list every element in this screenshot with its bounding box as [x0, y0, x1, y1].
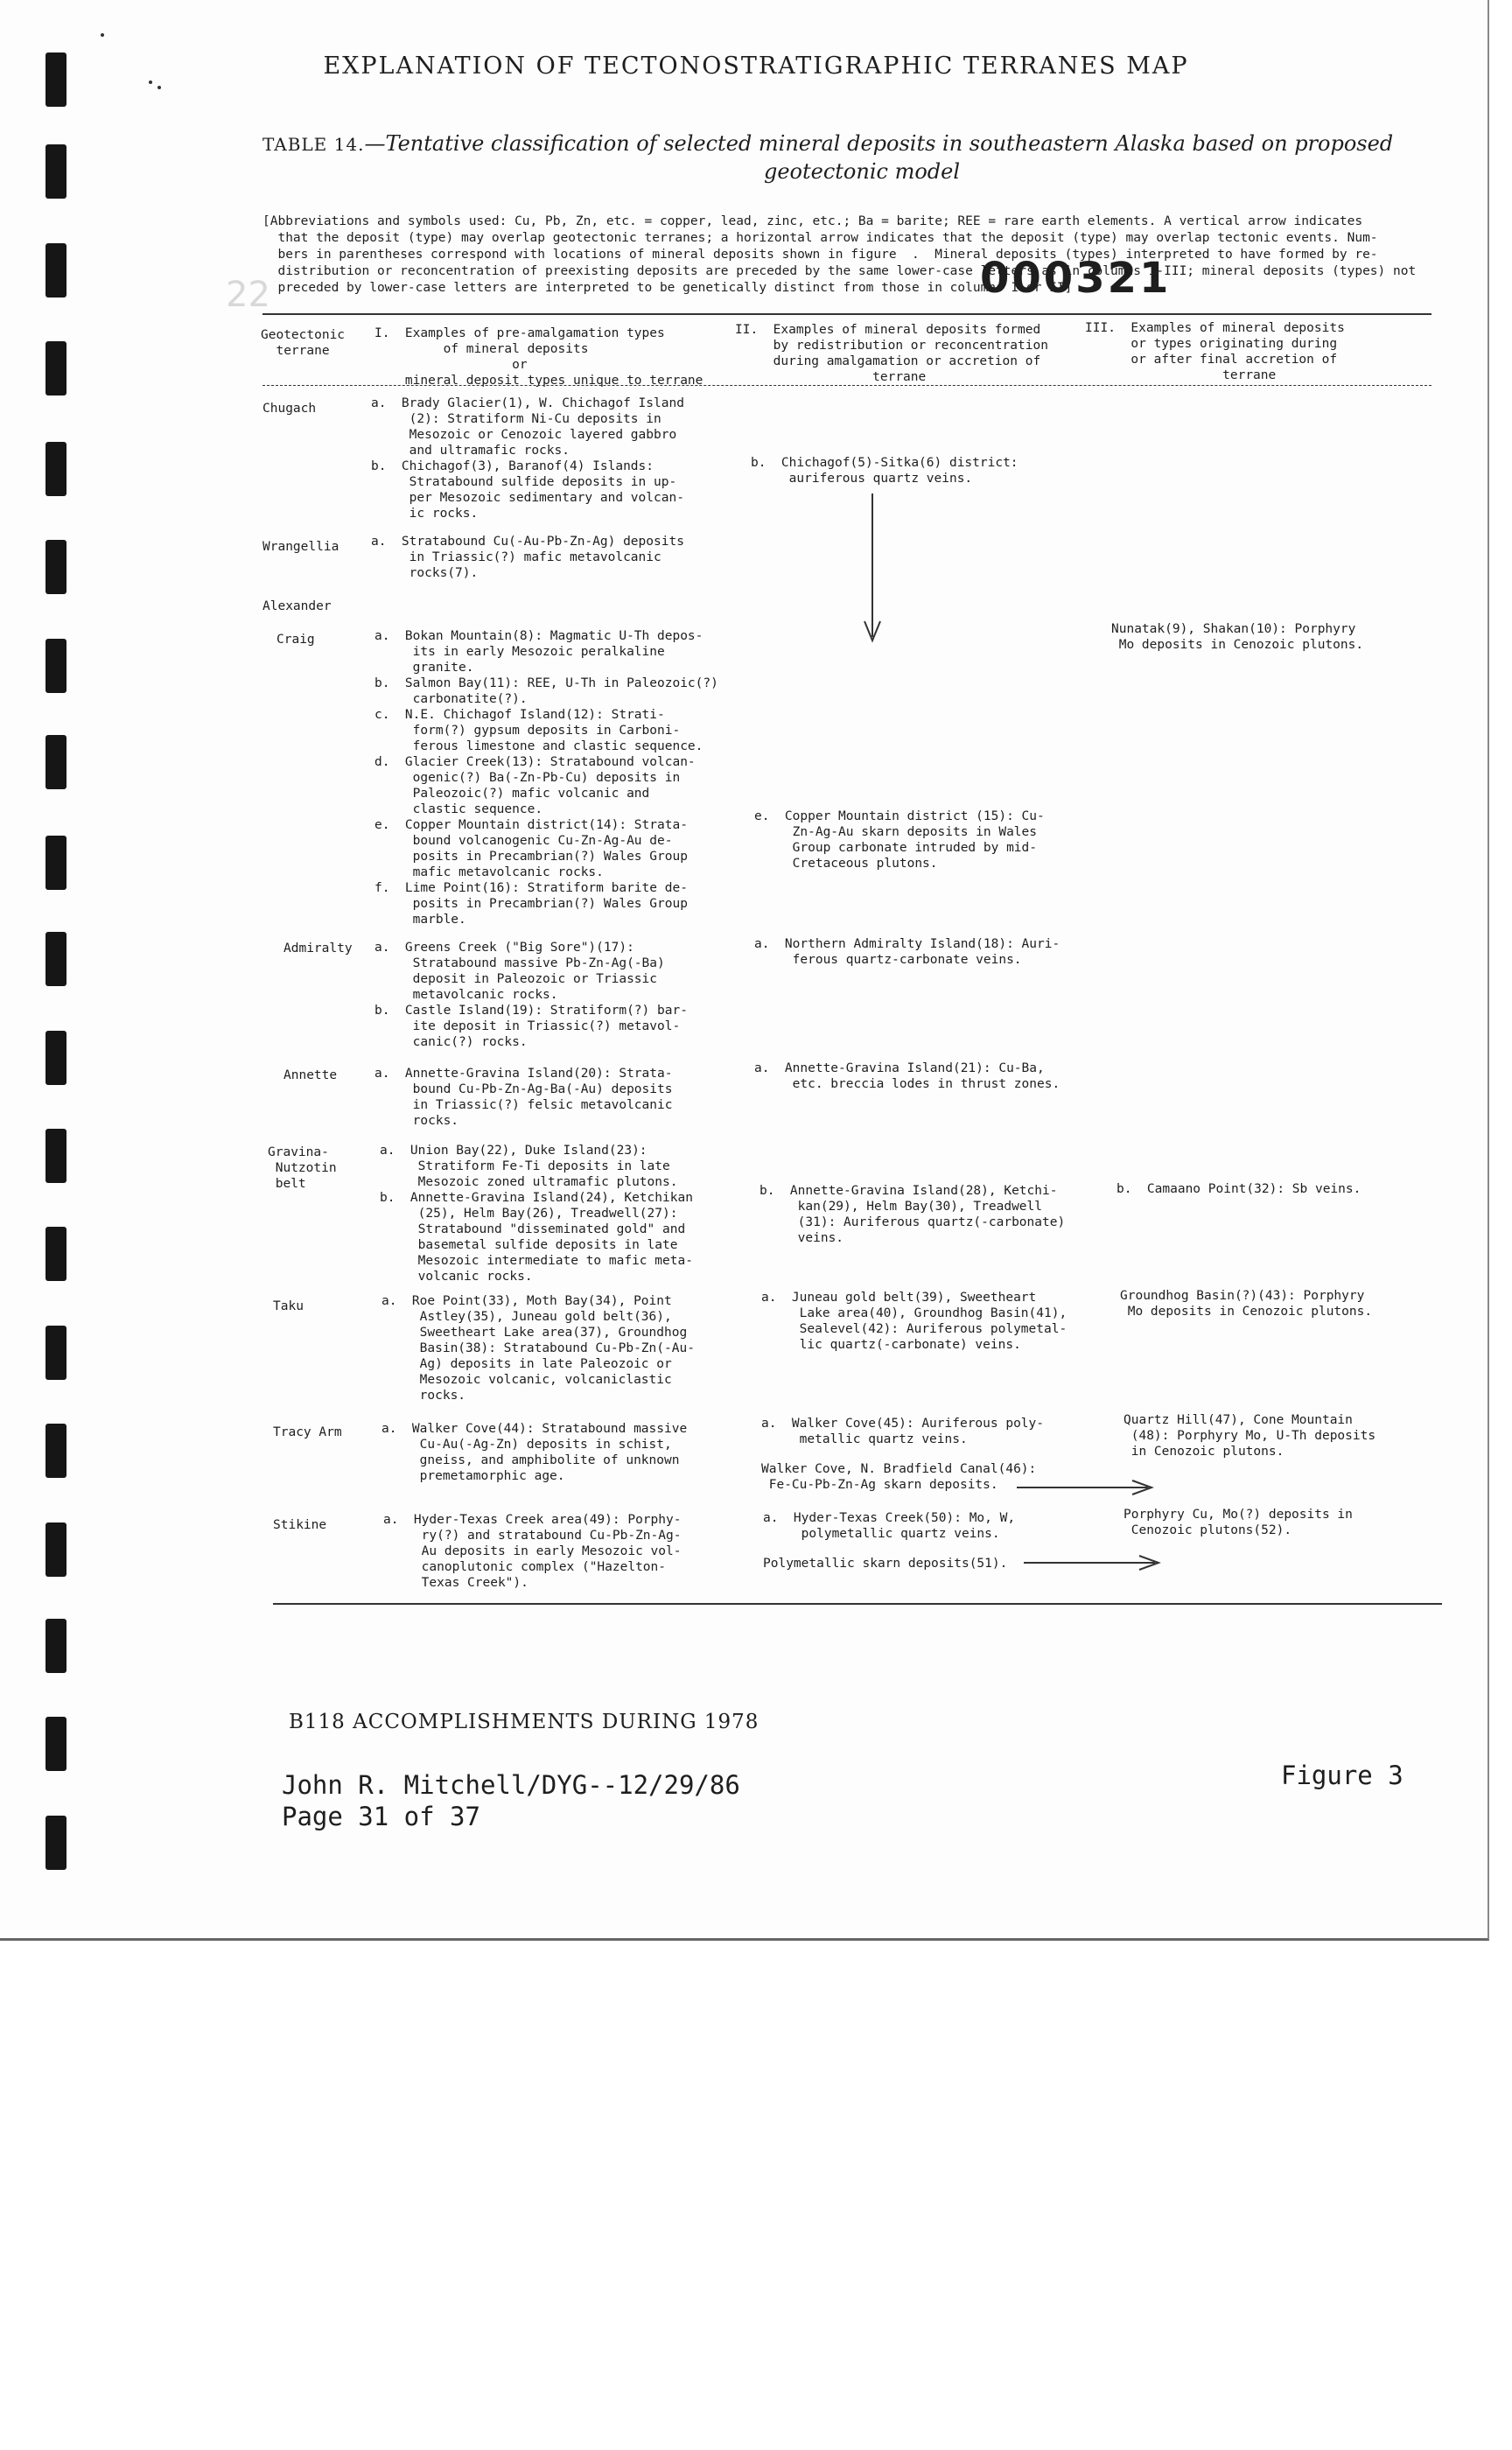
- author-text: John R. Mitchell/DYG--12/29/86: [282, 1770, 740, 1800]
- header-terrane: Geotectonic terrane: [261, 328, 346, 358]
- taku-col2: a. Juneau gold belt(39), Sweetheart Lake area(40), Groundhog Basin(41), Sealevel(42): Auriferous polymetal- lic quartz(-carbonate) veins.: [761, 1291, 1068, 1352]
- chugach-col2: b. Chichagof(5)-Sitka(6) district: auriferous quartz veins.: [751, 456, 1018, 486]
- horizontal-arrow-tracy: [1015, 1477, 1155, 1498]
- admiralty-col2: a. Northern Admiralty Island(18): Auri- ferous quartz-carbonate veins.: [754, 937, 1060, 967]
- gravina-col3: b. Camaano Point(32): Sb veins.: [1116, 1182, 1362, 1196]
- header-col1: I. Examples of pre-amalgamation types of mineral deposits or mineral deposit types unique to terrane: [374, 326, 704, 388]
- header-col2: II. Examples of mineral deposits formed by redistribution or reconcentration during amalgamation or accretion of terrane: [735, 323, 1048, 384]
- stikine-col3: Porphyry Cu, Mo(?) deposits in Cenozoic plutons(52).: [1124, 1508, 1353, 1537]
- gravina-col1: a. Union Bay(22), Duke Island(23): Stratiform Fe-Ti deposits in late Mesozoic zoned ultramafic plutons. b. Annette-Gravina Island(24), Ketchikan (25), Helm Bay(26), Treadwell(27): Stratabound "disseminated gold" and basemetal sulfide deposits in late Mesozoic intermediate to mafic meta- volcanic rocks.: [380, 1144, 693, 1284]
- wrangellia-col1: a. Stratabound Cu(-Au-Pb-Zn-Ag) deposits in Triassic(?) mafic metavolcanic rocks(7).: [371, 535, 684, 580]
- stikine-col2: a. Hyder-Texas Creek(50): Mo, W, polymetallic quartz veins.: [763, 1511, 1016, 1541]
- figure-label: Figure 3: [1281, 1760, 1404, 1790]
- annette-col1: a. Annette-Gravina Island(20): Strata- bound Cu-Pb-Zn-Ag-Ba(-Au) deposits in Triassic(?) felsic metavolcanic rocks.: [374, 1067, 673, 1128]
- page-number: Page 31 of 37: [282, 1802, 480, 1831]
- tracy-col2: a. Walker Cove(45): Auriferous poly- metallic quartz veins.: [761, 1417, 1045, 1446]
- terrane-annette: Annette: [284, 1068, 338, 1082]
- annette-col2: a. Annette-Gravina Island(21): Cu-Ba, etc. breccia lodes in thrust zones.: [754, 1061, 1060, 1091]
- stikine-col2-extra: Polymetallic skarn deposits(51).: [763, 1557, 1008, 1571]
- table-title-line2: geotectonic model: [763, 159, 961, 184]
- ghost-stamp: 22: [226, 275, 270, 315]
- horizontal-arrow-stikine: [1022, 1552, 1162, 1573]
- craig-col2: e. Copper Mountain district (15): Cu- Zn-Ag-Au skarn deposits in Wales Group carbonate intruded by mid- Cretaceous plutons.: [754, 809, 1045, 871]
- terrane-admiralty: Admiralty: [284, 942, 353, 956]
- table-title-line1: —Tentative classification of selected mineral deposits in southeastern Alaska based on proposed: [364, 131, 1394, 156]
- terrane-chugach: Chugach: [262, 402, 317, 416]
- page-footer-label: B118 ACCOMPLISHMENTS DURING 1978: [289, 1711, 760, 1733]
- chugach-col1: a. Brady Glacier(1), W. Chichagof Island (2): Stratiform Ni-Cu deposits in Mesozoic or Cenozoic layered gabbro and ultramafic rocks. b. Chichagof(3), Baranof(4) Islands: Stratabound sulfide deposits in up- per Mesozoic sedimentary and volcan- ic rocks.: [371, 396, 684, 521]
- table-top-rule: [262, 313, 1432, 315]
- terrane-alexander: Alexander: [262, 599, 332, 613]
- author-line: [282, 1769, 740, 1832]
- craig-col1: a. Bokan Mountain(8): Magmatic U-Th depos- its in early Mesozoic peralkaline granite. b. Salmon Bay(11): REE, U-Th in Paleozoic(?) carbonatite(?). c. N.E. Chichagof Island(12): Strati- form(?) gypsum deposits in Carboni- ferous limestone and clastic sequence. d. Glacier Creek(13): Stratabound volcan- ogenic(?) Ba(-Zn-Pb-Cu) deposits in Paleozoic(?) mafic volcanic and clastic sequence. e. Copper Mountain district(14): Strata- bound volcanogenic Cu-Zn-Ag-Au de- posits in Precambrian(?) Wales Group mafic metavolcanic rocks. f. Lime Point(16): Stratiform barite de- posits in Precambrian(?) Wales Group marble.: [374, 629, 718, 927]
- table-title: [262, 131, 1461, 156]
- table-number: TABLE 14.: [262, 134, 365, 155]
- terrane-taku: Taku: [273, 1299, 304, 1313]
- tracy-col1: a. Walker Cove(44): Stratabound massive Cu-Au(-Ag-Zn) deposits in schist, gneiss, and amphibolite of unknown premetamorphic age.: [382, 1422, 688, 1483]
- header-bottom-rule: [262, 385, 1432, 386]
- stikine-col1: a. Hyder-Texas Creek area(49): Porphy- ry(?) and stratabound Cu-Pb-Zn-Ag- Au deposits in early Mesozoic vol- canoplutonic complex ("Hazelton- Texas Creek").: [383, 1513, 682, 1590]
- gravina-col2: b. Annette-Gravina Island(28), Ketchi- kan(29), Helm Bay(30), Treadwell (31): Auriferous quartz(-carbonate) veins.: [760, 1184, 1066, 1245]
- craig-col3: Nunatak(9), Shakan(10): Porphyry Mo deposits in Cenozoic plutons.: [1111, 622, 1364, 652]
- tracy-col3: Quartz Hill(47), Cone Mountain (48): Porphyry Mo, U-Th deposits in Cenozoic plutons.: [1124, 1413, 1376, 1459]
- terrane-craig: Craig: [276, 633, 315, 647]
- taku-col3: Groundhog Basin(?)(43): Porphyry Mo deposits in Cenozoic plutons.: [1120, 1289, 1373, 1319]
- terrane-gravina-nutzotin: Gravina- Nutzotin belt: [268, 1145, 337, 1191]
- admiralty-col1: a. Greens Creek ("Big Sore")(17): Stratabound massive Pb-Zn-Ag(-Ba) deposit in Paleozoic or Triassic metavolcanic rocks. b. Castle Island(19): Stratiform(?) bar- ite deposit in Triassic(?) metavol- canic(?) rocks.: [374, 941, 688, 1049]
- taku-col1: a. Roe Point(33), Moth Bay(34), Point Astley(35), Juneau gold belt(36), Sweetheart Lake area(37), Groundhog Basin(38): Stratabound Cu-Pb-Zn(-Au- Ag) deposits in late Paleozoic or Mesozoic volcanic, volcaniclastic rocks.: [382, 1294, 695, 1403]
- page-title: EXPLANATION OF TECTONOSTRATIGRAPHIC TERRANES MAP: [323, 52, 1189, 80]
- table-bottom-rule: [273, 1603, 1442, 1605]
- header-col3: III. Examples of mineral deposits or types originating during or after final accretion of terrane: [1085, 321, 1345, 382]
- terrane-wrangellia: Wrangellia: [262, 540, 340, 554]
- abbreviations-note: [Abbreviations and symbols used: Cu, Pb, Zn, etc. = copper, lead, zinc, etc.; Ba = barite; REE = rare earth elements. A vertical arrow indicates that the deposit (type) may overlap geotectonic terranes; a horizontal arrow indicates that the deposit (type) may overlap tectonic events. Num- bers in parentheses correspond with locations of mineral deposits shown in figure . Mineral deposits (types) interpreted to have formed by re- distribution or reconcentration of preexisting deposits are preceded by the same lower-case letters as in columns I-III; mineral deposits (types) not preceded by lower-case letters are interpreted to be genetically distinct from those in columns I or II]: [262, 214, 1417, 295]
- document-number-stamp: 000321: [980, 254, 1172, 303]
- vertical-arrow: [862, 490, 888, 648]
- terrane-stikine: Stikine: [273, 1518, 327, 1532]
- tracy-col2-extra: Walker Cove, N. Bradfield Canal(46): Fe-Cu-Pb-Zn-Ag skarn deposits.: [761, 1462, 1037, 1492]
- terrane-tracy-arm: Tracy Arm: [273, 1425, 342, 1439]
